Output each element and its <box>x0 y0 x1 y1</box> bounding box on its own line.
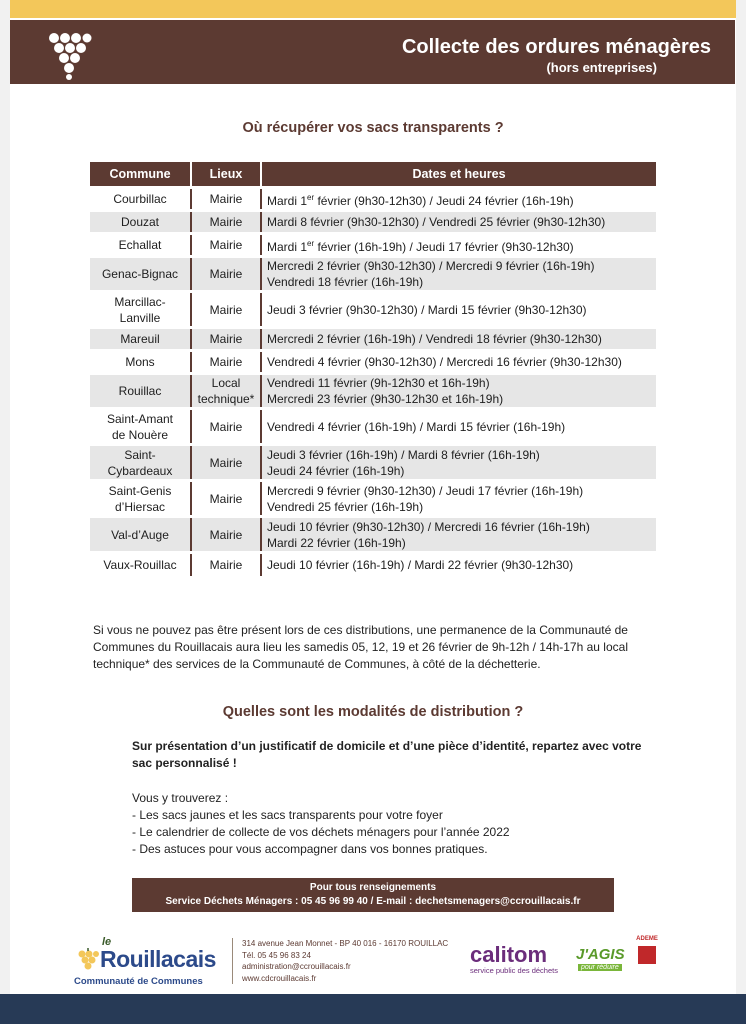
table-row <box>90 211 656 234</box>
cell-lieu: Mairie <box>191 234 261 257</box>
ademe-logo <box>632 936 662 986</box>
contact-heading: Pour tous renseignements <box>309 882 437 893</box>
cell-dates: Mercredi 2 février (16h-19h) / Vendredi 18 février (9h30-12h30) <box>261 328 656 351</box>
column-header-dates: Dates et heures <box>261 162 656 188</box>
list-item: - Des astuces pour vous accompagner dans vos bonnes pratiques. <box>132 842 488 856</box>
cell-dates: Jeudi 10 février (16h-19h) / Mardi 22 février (9h30-12h30) <box>261 553 656 576</box>
permanence-paragraph: Si vous ne pouvez pas être présent lors de ces distributions, une permanence de la Communauté de Communes du Rouillacais aura lieu les samedis 05, 12, 19 et 26 février de 9h-12h / 14h-17h au local technique* des services de la Communauté de Communes, à côté de la déchetterie. <box>93 623 628 671</box>
address-line: 314 avenue Jean Monnet - BP 40 016 - 16170 ROUILLAC <box>242 939 449 948</box>
cell-dates: Mercredi 9 février (9h30-12h30) / Jeudi 17 février (16h-19h) Vendredi 25 février (16h-19h) <box>261 481 656 517</box>
table-row <box>90 409 656 445</box>
contents-list <box>132 790 652 858</box>
table-row <box>90 374 656 409</box>
cell-dates: Mardi 1er février (9h30-12h30) / Jeudi 24 février (16h-19h) <box>261 188 656 211</box>
cell-commune: Saint-Genis d’Hiersac <box>90 481 191 517</box>
phone-line: Tél. 05 45 96 83 24 <box>242 950 311 960</box>
calitom-subtitle: service public des déchets <box>470 966 558 975</box>
logo-le: le <box>102 936 112 948</box>
cell-commune: Douzat <box>90 211 191 234</box>
grapes-icon <box>44 26 94 80</box>
email-line: administration@ccrouillacais.fr <box>242 962 351 971</box>
cell-lieu: Mairie <box>191 188 261 211</box>
cell-lieu: Mairie <box>191 409 261 445</box>
address-block <box>232 938 448 984</box>
rouillacais-logo <box>72 936 232 986</box>
jagis-subtitle: pour réduire <box>578 964 622 971</box>
cell-commune: Rouillac <box>90 374 191 409</box>
cell-commune: Mons <box>90 351 191 374</box>
cell-lieu: Local technique* <box>191 374 261 409</box>
cell-commune: Vaux-Rouillac <box>90 553 191 576</box>
page-subtitle: (hors entreprises) <box>546 60 657 75</box>
website-line: www.cdcrouillacais.fr <box>242 973 317 983</box>
cell-lieu: Mairie <box>191 553 261 576</box>
table-row <box>90 445 656 481</box>
cell-commune: Saint-Amant de Nouère <box>90 409 191 445</box>
cell-dates: Mardi 8 février (9h30-12h30) / Vendredi 25 février (9h30-12h30) <box>261 211 656 234</box>
cell-lieu: Mairie <box>191 211 261 234</box>
cell-commune: Saint- Cybardeaux <box>90 445 191 481</box>
list-intro: Vous y trouverez : <box>132 791 229 805</box>
left-page-edge <box>0 0 10 994</box>
right-page-edge <box>736 0 746 994</box>
section-title-distribution: Quelles sont les modalités de distribution ? <box>222 704 524 720</box>
top-gold-band <box>0 0 746 18</box>
table-row <box>90 234 656 257</box>
table-row <box>90 188 656 211</box>
table-header-row <box>90 162 656 188</box>
cell-commune: Echallat <box>90 234 191 257</box>
cell-dates: Vendredi 4 février (16h-19h) / Mardi 15 février (16h-19h) <box>261 409 656 445</box>
jagis-logo <box>572 944 625 978</box>
cell-commune: Genac-Bignac <box>90 257 191 292</box>
logo-subtitle: Communauté de Communes <box>74 976 203 987</box>
footer <box>0 930 746 992</box>
bottom-navy-band <box>0 994 746 1024</box>
cell-dates: Vendredi 11 février (9h-12h30 et 16h-19h) Mercredi 23 février (9h30-12h30 et 16h-19h) <box>261 374 656 409</box>
contact-box <box>132 878 614 912</box>
cell-dates: Vendredi 4 février (9h30-12h30) / Mercredi 16 février (9h30-12h30) <box>261 351 656 374</box>
cell-lieu: Mairie <box>191 328 261 351</box>
table-row <box>90 351 656 374</box>
cell-dates: Mercredi 2 février (9h30-12h30) / Mercredi 9 février (16h-19h) Vendredi 18 février (16h-19h) <box>261 257 656 292</box>
section-title-where: Où récupérer vos sacs transparents ? <box>242 120 504 136</box>
cell-dates: Mardi 1er février (16h-19h) / Jeudi 17 février (9h30-12h30) <box>261 234 656 257</box>
calitom-logo <box>470 942 558 975</box>
table-row <box>90 553 656 576</box>
header-banner <box>10 20 735 84</box>
cell-dates: Jeudi 10 février (9h30-12h30) / Mercredi 16 février (16h-19h) Mardi 22 février (16h-19h) <box>261 517 656 553</box>
cell-lieu: Mairie <box>191 257 261 292</box>
cell-lieu: Mairie <box>191 351 261 374</box>
column-header-lieux: Lieux <box>191 162 261 188</box>
table-row <box>90 481 656 517</box>
table-row <box>90 328 656 351</box>
cell-commune: Courbillac <box>90 188 191 211</box>
jagis-text: J'AGIS <box>576 946 625 963</box>
cell-dates: Jeudi 3 février (9h30-12h30) / Mardi 15 février (9h30-12h30) <box>261 292 656 328</box>
cell-lieu: Mairie <box>191 481 261 517</box>
cell-commune: Mareuil <box>90 328 191 351</box>
calitom-name: calitom <box>470 942 548 967</box>
logo-name: Rouillacais <box>100 946 216 972</box>
schedule-table <box>90 162 656 576</box>
page-title: Collecte des ordures ménagères <box>401 36 711 58</box>
contact-details: Service Déchets Ménagers : 05 45 96 99 40 / E-mail : dechetsmenagers@ccrouillacais.fr <box>165 896 581 907</box>
grape-logo-icon <box>76 946 100 974</box>
ademe-emblem-icon <box>638 946 656 964</box>
table-row <box>90 517 656 553</box>
column-header-commune: Commune <box>90 162 191 188</box>
list-item: - Le calendrier de collecte de vos déchets ménagers pour l’année 2022 <box>132 825 510 839</box>
ademe-text: ADEME <box>636 936 658 942</box>
cell-dates: Jeudi 3 février (16h-19h) / Mardi 8 février (16h-19h) Jeudi 24 février (16h-19h) <box>261 445 656 481</box>
cell-commune: Val-d’Auge <box>90 517 191 553</box>
list-item: - Les sacs jaunes et les sacs transparents pour votre foyer <box>132 808 443 822</box>
cell-lieu: Mairie <box>191 292 261 328</box>
cell-commune: Marcillac- Lanville <box>90 292 191 328</box>
table-row <box>90 292 656 328</box>
cell-lieu: Mairie <box>191 445 261 481</box>
table-row <box>90 257 656 292</box>
cell-lieu: Mairie <box>191 517 261 553</box>
distribution-lead: Sur présentation d’un justificatif de domicile et d’une pièce d’identité, repartez avec votre sac personnalisé ! <box>132 739 642 770</box>
